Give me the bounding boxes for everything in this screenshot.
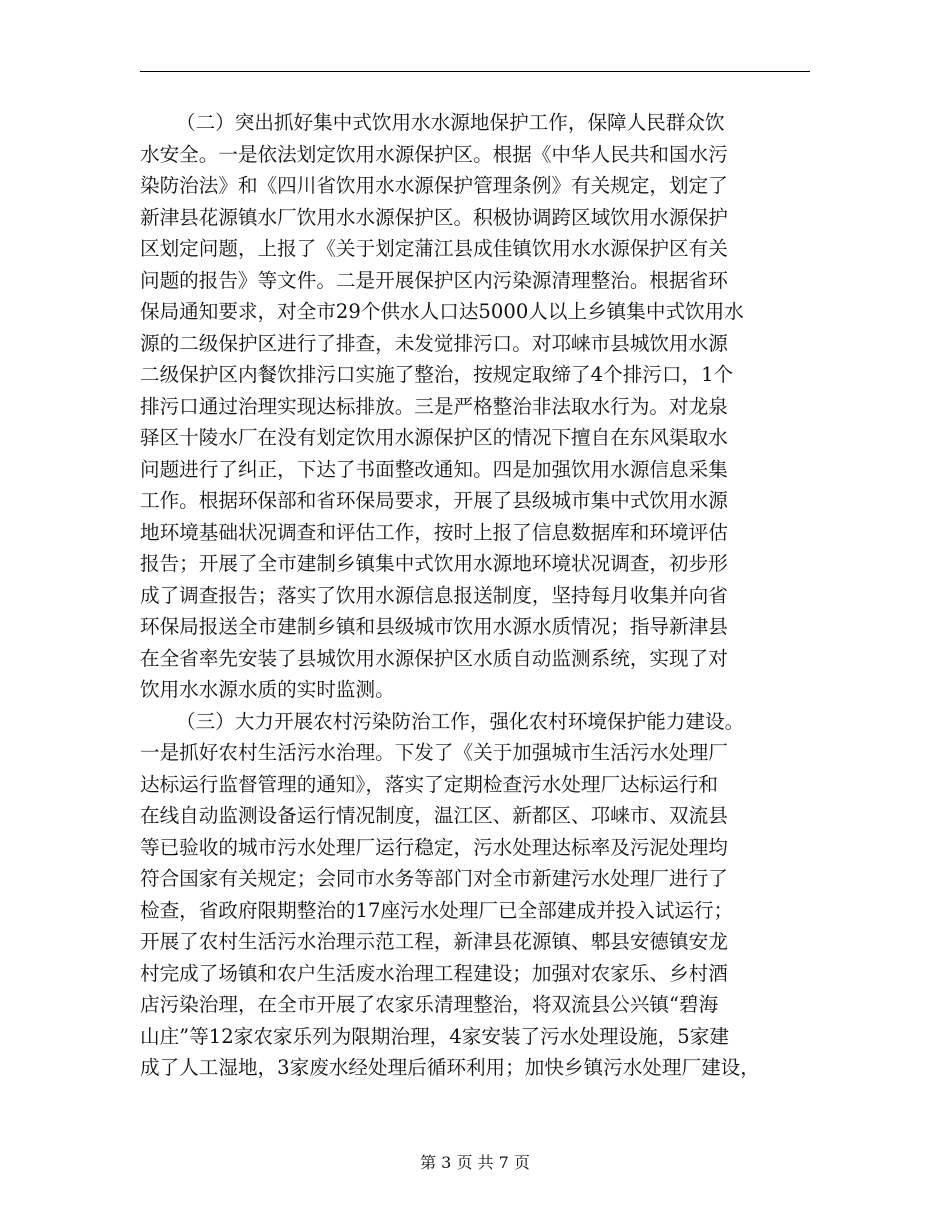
text-line: 店污染治理，在全市开展了农家乐清理整治，将双流县公兴镇“碧海 — [140, 993, 719, 1016]
text-line: 山庄”等12家农家乐列为限期治理，4家安装了污水处理设施，5家建 — [140, 1024, 729, 1048]
text-line: （二）突出抓好集中式饮用水水源地保护工作，保障人民群众饮 — [176, 111, 725, 134]
text-line: 问题的报告》等文件。二是开展保护区内污染源清理整治。根据省环 — [140, 268, 728, 292]
text-line: 环保局报送全市建制乡镇和县级城市饮用水源水质情况；指导新津县 — [140, 615, 728, 638]
text-line: 饮用水水源水质的实时监测。 — [140, 678, 395, 701]
text-line: （三）大力开展农村污染防治工作，强化农村环境保护能力建设。 — [176, 709, 745, 733]
text-line: 新津县花源镇水厂饮用水水源保护区。积极协调跨区域饮用水源保护 — [140, 205, 728, 229]
text-line: 在线自动监测设备运行情况制度，温江区、新都区、邛崃市、双流县 — [140, 804, 728, 827]
text-line: 一是抓好农村生活污水治理。下发了《关于加强城市生活污水处理厂 — [140, 741, 728, 764]
text-line: 村完成了场镇和农户生活废水治理工程建设；加强对农家乐、乡村酒 — [140, 961, 728, 985]
header-rule — [140, 71, 810, 72]
text-line: 排污口通过治理实现达标排放。三是严格整治非法取水行为。对龙泉 — [140, 394, 728, 418]
text-line: 区划定问题，上报了《关于划定蒲江县成佳镇饮用水水源保护区有关 — [140, 237, 728, 260]
text-line: 达标运行监督管理的通知》，落实了定期检查污水处理厂达标运行和 — [140, 772, 719, 796]
text-line: 水安全。一是依法划定饮用水源保护区。根据《中华人民共和国水污 — [140, 142, 728, 166]
text-line: 染防治法》和《四川省饮用水水源保护管理条例》有关规定，划定了 — [140, 174, 728, 197]
page-number: 第 3 页 共 7 页 — [420, 1153, 530, 1172]
text-line: 地环境基础状况调查和评估工作，按时上报了信息数据库和环境评估 — [140, 520, 728, 544]
text-line: 成了调查报告；落实了饮用水源信息报送制度，坚持每月收集并向省 — [140, 583, 728, 607]
text-line: 检查，省政府限期整治的17座污水处理厂已全部建成并投入试运行； — [140, 898, 734, 922]
document-body — [140, 107, 820, 1084]
text-line: 开展了农村生活污水治理示范工程，新津县花源镇、郫县安德镇安龙 — [140, 930, 728, 953]
text-line: 报告；开展了全市建制乡镇集中式饮用水源地环境状况调查，初步形 — [140, 552, 728, 575]
text-line: 保局通知要求，对全市29个供水人口达5000人以上乡镇集中式饮用水 — [140, 300, 744, 323]
text-line: 符合国家有关规定；会同市水务等部门对全市新建污水处理厂进行了 — [140, 867, 728, 890]
text-line: 工作。根据环保部和省环保局要求，开展了县级城市集中式饮用水源 — [140, 489, 728, 512]
text-line: 二级保护区内餐饮排污口实施了整治，按规定取缔了4个排污口，1个 — [140, 363, 734, 386]
text-line: 源的二级保护区进行了排查，未发觉排污口。对邛崃市县城饮用水源 — [140, 331, 728, 355]
text-line: 等已验收的城市污水处理厂运行稳定，污水处理达标率及污泥处理均 — [140, 835, 728, 859]
text-line: 在全省率先安装了县城饮用水源保护区水质自动监测系统，实现了对 — [140, 646, 728, 670]
text-line: 驿区十陵水厂在没有划定饮用水源保护区的情况下擅自在东风渠取水 — [140, 426, 728, 449]
text-line: 问题进行了纠正，下达了书面整改通知。四是加强饮用水源信息采集 — [140, 457, 728, 481]
text-line: 成了人工湿地，3家废水经处理后循环利用；加快乡镇污水处理厂建设， — [140, 1056, 760, 1079]
